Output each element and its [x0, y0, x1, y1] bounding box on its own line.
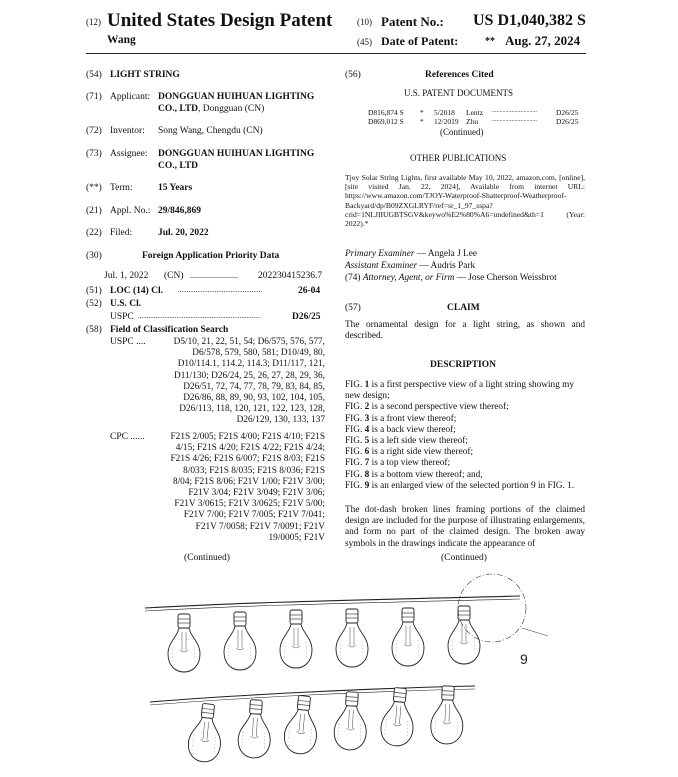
search-cpc-line: F21S 4/26; F21S 6/007; F21S 8/03; F21S: [170, 454, 325, 465]
field-code-54: (54): [86, 70, 102, 80]
ref-row: D816,874 S * 5/2018 Lentz .............................. D26/25: [368, 108, 579, 117]
search-cpc-label: CPC ......: [110, 432, 145, 442]
loc-value: 26-04: [298, 286, 321, 296]
priority-number: 202230415236.7: [258, 271, 323, 281]
field-code-72: (72): [86, 126, 102, 136]
fig-desc: FIG. 8 is a bottom view thereof; and,: [345, 469, 483, 480]
bulb: [168, 614, 200, 672]
uspc-label: USPC: [110, 312, 134, 322]
us-cl-label: U.S. Cl.: [110, 299, 142, 309]
bulb: [336, 609, 368, 667]
field-code-56: (56): [345, 70, 361, 80]
priority-country: (CN): [164, 271, 184, 281]
field-code-45: (45): [357, 37, 372, 47]
appl-no-value: 29/846,869: [158, 206, 202, 216]
search-field-label: Field of Classification Search: [110, 325, 229, 335]
left-continued: (Continued): [184, 553, 230, 563]
primary-examiner: Primary Examiner — Angela J Lee: [345, 249, 477, 259]
search-cpc-line: 8/04; F21S 8/06; F21V 1/00; F21V 3/00;: [172, 476, 325, 487]
fig-desc: FIG. 1 is a first perspective view of a light string showing my new design;: [345, 380, 575, 402]
patent-no-label: Patent No.:: [381, 14, 444, 29]
field-code-30: (30): [86, 251, 102, 261]
description-title: DESCRIPTION: [430, 360, 496, 370]
assignee-name: DONGGUAN HUIHUAN LIGHTING: [158, 149, 315, 159]
search-cpc-line: F21V 7/00; F21V 7/005; F21V 7/041;: [183, 510, 325, 521]
wire-bottom: [150, 686, 475, 702]
search-uspc-line: D11/130; D26/24, 25, 26, 27, 28, 29, 36,: [174, 370, 325, 381]
applicant-name: DONGGUAN HUIHUAN LIGHTING: [158, 92, 315, 102]
attorney: (74) Attorney, Agent, or Firm — Jose Cherson Weissbrot: [345, 273, 557, 283]
term-label: Term:: [110, 183, 133, 193]
document-title: United States Design Patent: [107, 10, 333, 31]
filed-label: Filed:: [110, 228, 133, 238]
header-rule: [86, 53, 586, 54]
patent-date: Aug. 27, 2024: [505, 33, 581, 48]
detail-label: 9: [520, 651, 528, 667]
search-cpc-list: [150, 432, 325, 544]
bulb: [430, 685, 464, 744]
bulb: [448, 606, 480, 664]
inventor-value: Song Wang, Chengdu (CN): [158, 126, 263, 136]
field-code-12: (12): [86, 17, 101, 27]
references-title: References Cited: [425, 70, 494, 80]
uspc-dots: ......................................................................: [138, 312, 261, 320]
bulb: [224, 612, 256, 670]
appl-no-label: Appl. No.:: [110, 206, 151, 216]
search-uspc-line: D26/129, 130, 133, 137: [236, 415, 325, 426]
fig-desc: FIG. 5 is a left side view thereof;: [345, 436, 468, 447]
us-docs-title: U.S. PATENT DOCUMENTS: [404, 88, 514, 98]
applicant-label: Applicant:: [110, 92, 151, 102]
bulb: [280, 610, 312, 668]
right-continued: (Continued): [441, 553, 487, 563]
refs-continued: (Continued): [440, 127, 484, 137]
search-cpc-line: F21S 2/005; F21S 4/00; F21S 4/10; F21S: [170, 432, 325, 442]
field-code-21: (21): [86, 206, 102, 216]
term-value: 15 Years: [158, 183, 193, 193]
fig-desc: FIG. 3 is a front view thereof;: [345, 413, 457, 424]
priority-dots: ........................: [190, 271, 238, 280]
priority-date: Jul. 1, 2022: [104, 271, 149, 281]
figure-list: [345, 380, 585, 492]
search-cpc-line: F21V 3/0615; F21V 3/0625; F21V 5/00;: [174, 499, 325, 510]
search-uspc-list: [150, 337, 325, 427]
search-cpc-line: F21V 3/04; F21V 3/049; F21V 3/06;: [188, 488, 325, 499]
search-uspc-line: D10/114.1, 114.2, 114.3; D11/117, 121,: [177, 359, 325, 370]
field-code-73: (73): [86, 149, 102, 159]
date-stars: **: [485, 36, 495, 47]
search-uspc-line: D6/578, 579, 580, 581; D10/49, 80,: [192, 348, 325, 359]
date-label: Date of Patent:: [381, 34, 459, 48]
fig-desc: FIG. 7 is a top view thereof;: [345, 458, 451, 469]
design-title: LIGHT STRING: [110, 70, 180, 80]
dotdash-paragraph: The dot-dash broken lines framing portions of the claimed design are included for the purpose of illustrating enlargements, and form no part of the claimed design. The broken away symbols in the drawings indicate the appearance of: [345, 505, 585, 549]
bulb: [333, 691, 368, 751]
bulb: [237, 699, 272, 759]
fig-desc: FIG. 2 is a second perspective view thereof;: [345, 402, 509, 413]
loc-label: LOC (14) Cl.: [110, 286, 164, 296]
patent-number: US D1,040,382 S: [473, 12, 586, 29]
search-uspc-label: USPC ....: [110, 337, 146, 347]
fig-desc: FIG. 4 is a back view thereof;: [345, 424, 456, 435]
inventor-label: Inventor:: [110, 126, 145, 136]
assignee-label: Assignee:: [110, 149, 148, 159]
search-cpc-line: 4/15; F21S 4/20; F21S 4/22; F21S 4/24;: [175, 443, 325, 454]
priority-title: Foreign Application Priority Data: [142, 251, 280, 261]
fig-desc: FIG. 6 is a right side view thereof;: [345, 447, 474, 458]
search-cpc-line: F21V 7/0058; F21V 7/0091; F21V: [195, 521, 325, 532]
field-code-term: (**): [86, 183, 102, 193]
ref-row: D869,012 S * 12/2019 Zhu .............................. D26/25: [368, 117, 579, 126]
bulb: [392, 608, 424, 666]
field-code-22: (22): [86, 228, 102, 238]
fig-desc: FIG. 9 is an enlarged view of the selected portion 9 in FIG. 1.: [345, 480, 575, 491]
applicant-name-line2: CO., LTD, Dongguan (CN): [158, 104, 265, 114]
assistant-examiner: Assistant Examiner — Audris Park: [345, 261, 476, 271]
filed-value: Jul. 20, 2022: [158, 228, 209, 238]
inventor-surname: Wang: [107, 34, 136, 46]
claim-text: The ornamental design for a light string, as shown and described.: [345, 320, 585, 342]
light-string-drawing: [0, 570, 678, 777]
bulb: [380, 687, 417, 748]
loc-dots: ................................................: [178, 286, 262, 294]
search-cpc-line: 19/0005; F21V: [268, 532, 325, 543]
field-code-57: (57): [345, 303, 361, 313]
bulb: [283, 694, 321, 755]
search-uspc-line: D26/51, 72, 74, 77, 78, 79, 83, 84, 85,: [183, 381, 325, 392]
claim-title: CLAIM: [447, 303, 480, 313]
field-code-10: (10): [357, 17, 372, 27]
bulb: [187, 702, 225, 763]
field-code-71: (71): [86, 92, 102, 102]
search-cpc-line: 8/033; F21S 8/035; F21S 8/036; F21S: [183, 465, 325, 476]
search-uspc-line: D26/86, 88, 89, 90, 93, 102, 104, 105,: [183, 393, 325, 404]
other-pub-title: OTHER PUBLICATIONS: [410, 153, 507, 163]
other-publication: Tjoy Solar String Lights, first available May 10, 2022, amazon.com, [online], [site visited Jan. 22, 2024], Available from internet URL: https://www.amazon.com/TJOY-Waterproof-Shatterproof-Weatherproof-Backyard/dp/B09ZXGLRYF/ref=sr_1_97_sspa?crid=1NLJIIUGBTSGV&keywo%E2%80%A6=undefined&th=1 (Year: 2022).*: [345, 173, 585, 229]
field-code-52: (52): [86, 299, 102, 309]
search-uspc-line: D5/10, 21, 22, 51, 54; D6/575, 576, 577,: [173, 337, 325, 347]
search-uspc-line: D26/113, 118, 120, 121, 122, 123, 128,: [179, 404, 325, 415]
uspc-value: D26/25: [292, 312, 321, 322]
field-code-51: (51): [86, 286, 102, 296]
assignee-name-line2: CO., LTD: [158, 161, 199, 171]
field-code-58: (58): [86, 325, 102, 335]
